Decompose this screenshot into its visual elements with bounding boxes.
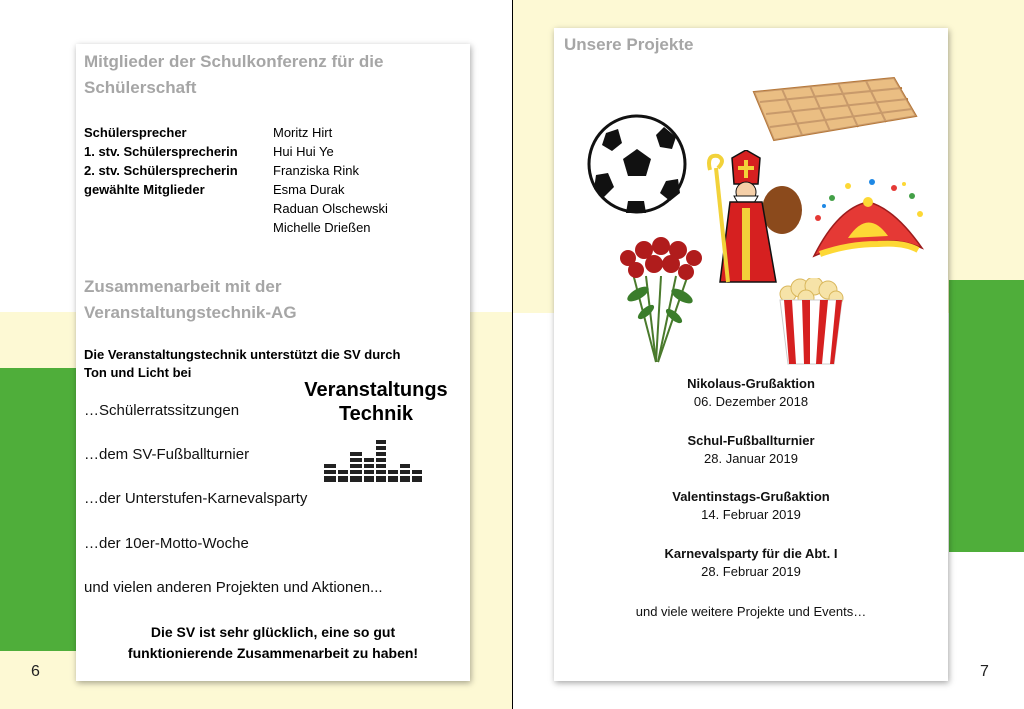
event-date: 06. Dezember 2018: [693, 394, 809, 409]
event-karnevalsparty: [554, 546, 948, 579]
member-name: Raduan Olschewski: [273, 201, 388, 216]
list-item: …Schülerratssitzungen: [84, 402, 240, 419]
right-page-card: [554, 28, 948, 681]
soccer-ball-icon: [586, 113, 688, 215]
member-role: 1. stv. Schülersprecherin: [84, 144, 238, 159]
heading-projects: Unsere Projekte: [564, 35, 694, 54]
page-divider: [512, 0, 513, 709]
jester-hat-icon: [808, 178, 928, 260]
event-date: 28. Februar 2019: [701, 564, 801, 579]
projects-footer: und viele weitere Projekte und Events…: [635, 604, 867, 619]
member-role: 2. stv. Schülersprecherin: [84, 163, 238, 178]
heading-cooperation: Zusammenarbeit mit der Veranstaltungstechnik-AG: [84, 277, 297, 322]
page-number-right: 7: [980, 663, 989, 680]
member-name: Franziska Rink: [273, 163, 359, 178]
left-green-block: [0, 368, 76, 651]
list-item: …der Unterstufen-Karnevalsparty: [84, 490, 308, 507]
member-name: Moritz Hirt: [273, 125, 333, 140]
list-item: …dem SV-Fußballturnier: [84, 446, 250, 463]
page-number-left: 6: [31, 663, 40, 680]
closing-statement: Die SV ist sehr glücklich, eine so gut funktionierende Zusammenarbeit zu haben!: [127, 624, 419, 661]
event-title: Schul-Fußballturnier: [687, 433, 815, 448]
member-role: Schülersprecher: [84, 125, 187, 140]
event-title: Nikolaus-Grußaktion: [687, 376, 815, 391]
heading-school-conference: Mitglieder der Schulkonferenz für die Schülerschaft: [84, 52, 384, 97]
event-valentinstag: [554, 489, 948, 522]
cooperation-intro: Die Veranstaltungstechnik unterstützt die SV durch Ton und Licht bei: [84, 347, 401, 380]
event-date: 28. Januar 2019: [704, 451, 798, 466]
right-green-block: [949, 280, 1024, 552]
nikolaus-icon: [702, 150, 806, 290]
member-name: Michelle Drießen: [273, 220, 371, 235]
event-fussballturnier: [554, 433, 948, 466]
roses-icon: [616, 236, 706, 364]
list-item: …der 10er-Motto-Woche: [84, 535, 249, 552]
list-item: und vielen anderen Projekten und Aktionen...: [84, 579, 383, 596]
equalizer-icon: [324, 438, 422, 484]
waffle-icon: [744, 72, 918, 144]
event-nikolaus: [554, 376, 948, 409]
popcorn-icon: [776, 278, 846, 366]
member-role: gewählte Mitglieder: [84, 182, 205, 197]
left-page-card: [76, 44, 470, 681]
member-name: Hui Hui Ye: [273, 144, 334, 159]
event-date: 14. Februar 2019: [701, 507, 801, 522]
event-title: Valentinstags-Grußaktion: [672, 489, 830, 504]
member-name: Esma Durak: [273, 182, 345, 197]
event-title: Karnevalsparty für die Abt. I: [664, 546, 838, 561]
veranstaltungstechnik-logo: Veranstaltungs Technik: [304, 379, 448, 425]
